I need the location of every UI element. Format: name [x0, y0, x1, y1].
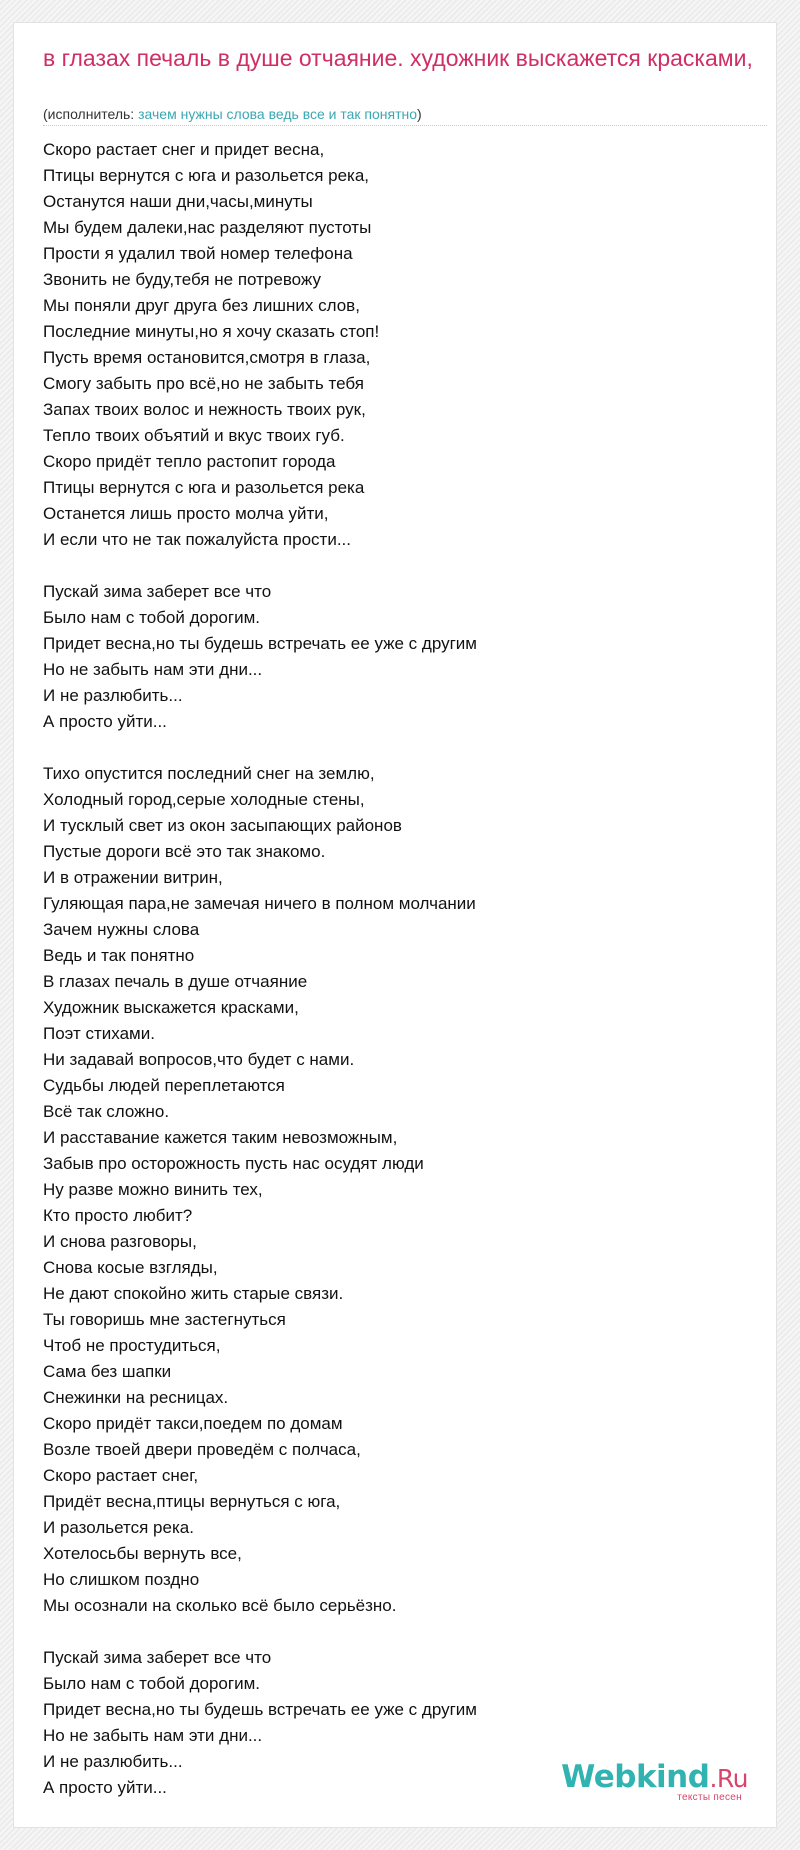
logo-tagline: тексты песен [677, 1792, 742, 1803]
song-title: в глазах печаль в душе отчаяние. художник выскажется красками, [43, 45, 753, 71]
logo-wordmark [561, 1761, 748, 1795]
artist-link[interactable]: зачем нужны слова ведь все и так понятно [138, 106, 418, 122]
artist-suffix: ) [417, 106, 422, 122]
title-divider [43, 125, 767, 126]
logo-main-text: Webkind [561, 1759, 710, 1795]
lyrics-card [13, 22, 777, 1828]
site-logo[interactable] [561, 1761, 748, 1803]
artist-line [43, 105, 422, 123]
logo-domain-suffix: .Ru [709, 1764, 748, 1793]
lyrics-text: Скоро растает снег и придет весна, Птицы вернутся с юга и разольется река, Останутся наши дни,часы,минуты Мы будем далеки,нас разделяют пустоты Прости я удалил твой номер телефона Звонить не буду,тебя не потревожу Мы поняли друг друга без лишних слов, Последние минуты,но я хочу сказать стоп! Пусть время остановится,смотря в глаза, Смогу забыть про всё,но не забыть тебя Запах твоих волос и нежность твоих рук, Тепло твоих объятий и вкус твоих губ. Скоро придёт тепло растопит города Птицы вернутся с юга и разольется река Останется лишь просто молча уйти, И если что не так пожалуйста прости... Пускай зима заберет все что Было нам с тобой дорогим. Придет весна,но ты будешь встречать ее уже с другим Но не забыть нам эти дни... И не разлюбить... А просто уйти... Тихо опустится последний снег на землю, Холодный город,серые холодные стены, И тусклый свет из окон засыпающих районов Пустые дороги всё это так знакомо. И в отражении витрин, Гуляющая пара,не замечая ничего в полном молчании Зачем нужны слова Ведь и так понятно В глазах печаль в душе отчаяние Художник выскажется красками, Поэт стихами. Ни задавай вопросов,что будет с нами. Судьбы людей переплетаются Всё так сложно. И расставание кажется таким невозможным, Забыв про осторожность пусть нас осудят люди Ну разве можно винить тех, Кто просто любит? И снова разговоры, Снова косые взгляды, Не дают спокойно жить старые связи. Ты говоришь мне застегнуться Чтоб не простудиться, Сама без шапки Снежинки на ресницах. Скоро придёт такси,поедем по домам Возле твоей двери проведём с полчаса, Скоро растает снег, Придёт весна,птицы вернуться с юга, И разольется река. Хотелосьбы вернуть все, Но слишком поздно Мы осознали на сколько всё было серьёзно. Пускай зима заберет все что Было нам с тобой дорогим. Придет весна,но ты будешь встречать ее уже с другим Но не забыть нам эти дни... И не разлюбить... А просто уйти... [43, 140, 477, 1797]
artist-prefix: (исполнитель: [43, 106, 139, 122]
